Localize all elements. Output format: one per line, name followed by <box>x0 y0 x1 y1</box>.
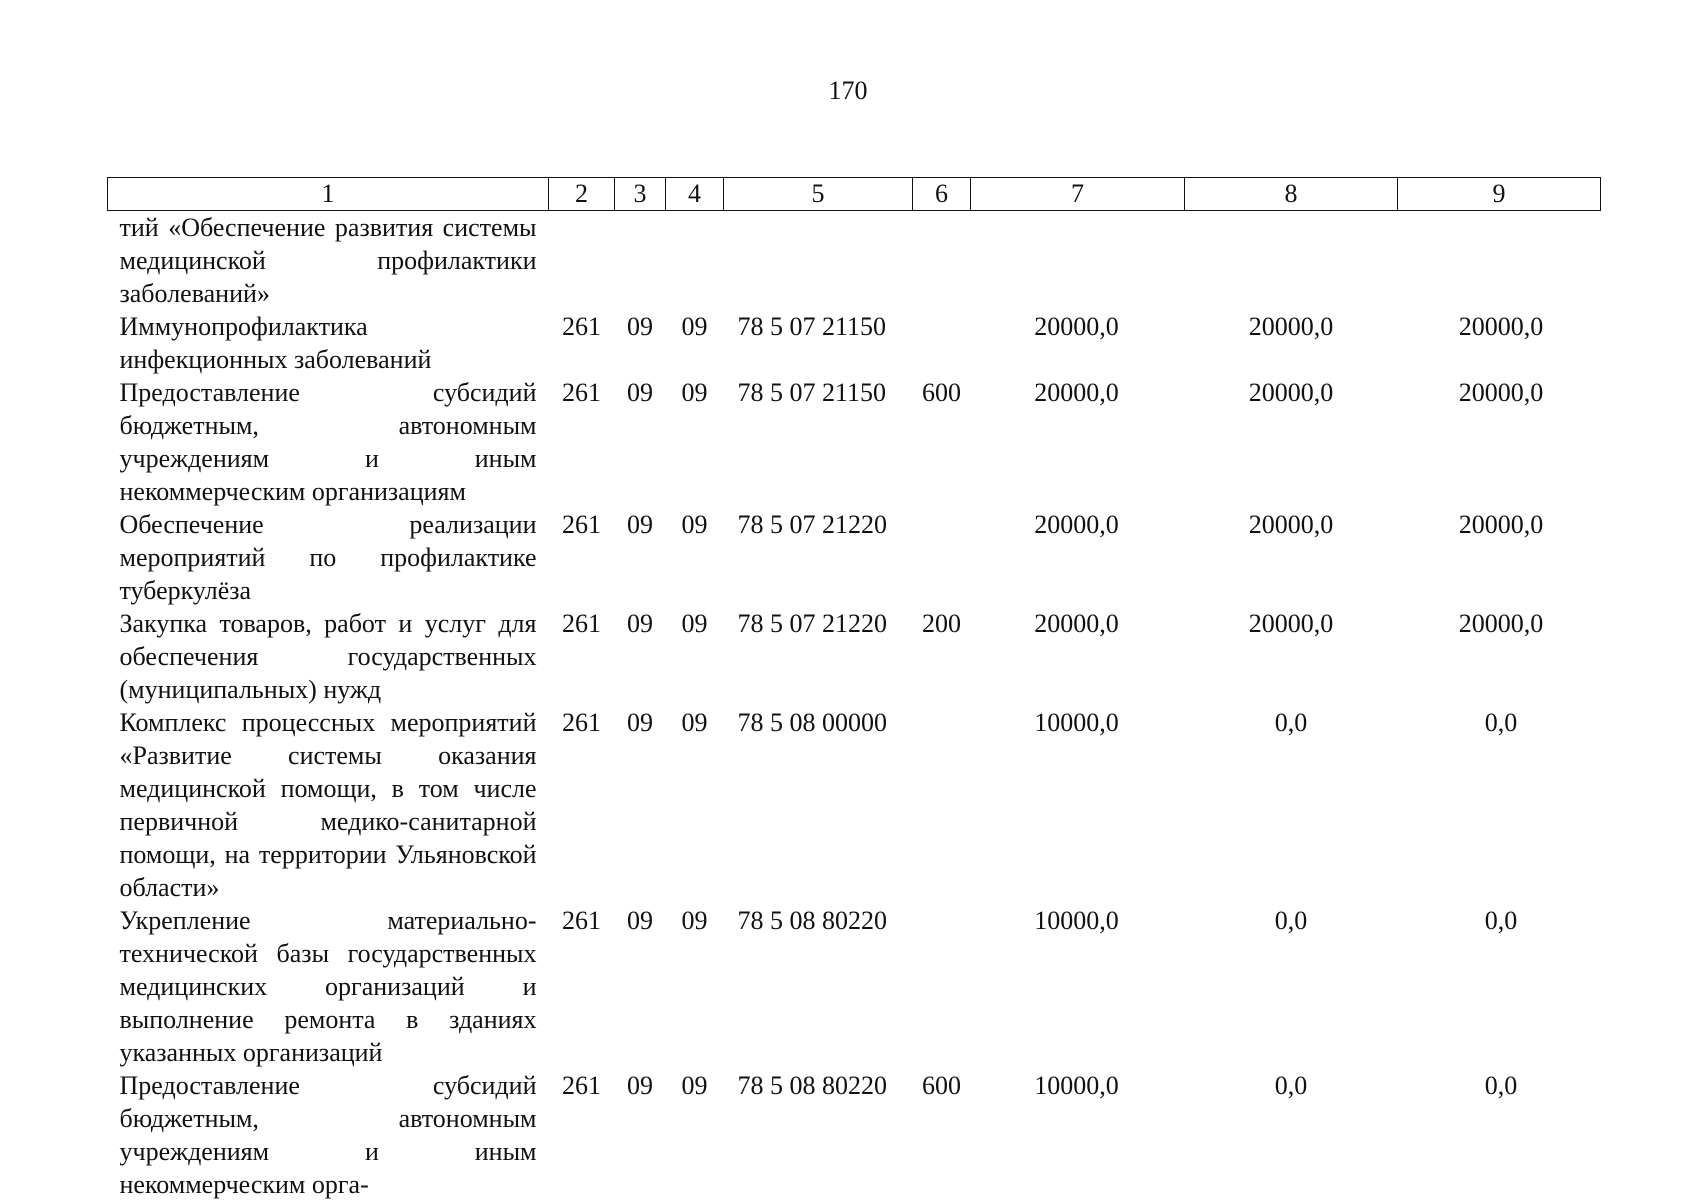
expense-type-code <box>913 508 971 607</box>
column-header: 9 <box>1398 178 1601 211</box>
section-code: 09 <box>627 510 653 539</box>
amount-col7: 20000,0 <box>1034 312 1119 341</box>
table-row <box>108 706 1601 904</box>
table-row <box>108 607 1601 706</box>
ministry-code: 261 <box>562 1071 601 1100</box>
subsection-code: 09 <box>681 906 708 935</box>
target-code: 78 5 07 21220 <box>737 609 887 638</box>
column-header: 4 <box>666 178 724 211</box>
row-name: Предоставление субсидий бюджетным, автономным учреждениям и иным некоммерческим орга- <box>119 1071 537 1199</box>
amount-col9: 20000,0 <box>1458 609 1544 638</box>
section-code: 09 <box>627 708 653 737</box>
subsection-code <box>666 211 724 311</box>
ministry-code: 261 <box>562 708 601 737</box>
table-row <box>108 310 1601 376</box>
table-row <box>108 904 1601 1069</box>
subsection-code: 09 <box>681 1071 708 1100</box>
amount-col7: 10000,0 <box>1034 1071 1119 1100</box>
section-code: 09 <box>627 312 653 341</box>
column-header: 8 <box>1185 178 1398 211</box>
subsection-code: 09 <box>681 708 708 737</box>
amount-col7: 10000,0 <box>1034 708 1119 737</box>
column-header: 6 <box>913 178 971 211</box>
amount-col8: 20000,0 <box>1248 378 1334 407</box>
amount-col7: 20000,0 <box>1034 378 1119 407</box>
amount-col8: 0,0 <box>1274 708 1308 737</box>
target-code: 78 5 08 00000 <box>737 708 887 737</box>
amount-col8: 20000,0 <box>1248 510 1334 539</box>
page-number: 170 <box>828 76 868 105</box>
column-header: 3 <box>615 178 666 211</box>
column-header: 5 <box>724 178 913 211</box>
row-name: Предоставление субсидий бюджетным, автономным учреждениям и иным некоммерческим организациям <box>119 378 537 506</box>
amount-col9: 20000,0 <box>1458 510 1544 539</box>
amount-col9: 0,0 <box>1484 708 1518 737</box>
section-code: 09 <box>627 378 653 407</box>
ministry-code: 261 <box>562 906 601 935</box>
header-row <box>108 178 1601 211</box>
ministry-code: 261 <box>562 609 601 638</box>
table-row <box>108 211 1601 311</box>
section-code: 09 <box>627 1071 653 1100</box>
amount-col8: 20000,0 <box>1248 312 1334 341</box>
target-code: 78 5 07 21220 <box>737 510 887 539</box>
expense-type-code: 200 <box>922 609 961 638</box>
amount-col7 <box>971 211 1185 311</box>
expense-type-code <box>913 904 971 1069</box>
subsection-code: 09 <box>681 312 708 341</box>
amount-col9: 0,0 <box>1484 906 1518 935</box>
subsection-code: 09 <box>681 510 708 539</box>
amount-col9: 0,0 <box>1484 1071 1518 1100</box>
expense-type-code <box>913 211 971 311</box>
row-name: тий «Обеспечение развития системы медицинской профилактики заболеваний» <box>119 213 537 308</box>
table-row <box>108 1069 1601 1201</box>
target-code: 78 5 07 21150 <box>737 312 887 341</box>
target-code: 78 5 08 80220 <box>737 1071 887 1100</box>
subsection-code: 09 <box>681 609 708 638</box>
amount-col8: 0,0 <box>1274 1071 1308 1100</box>
target-code <box>724 211 913 311</box>
expense-type-code <box>913 310 971 376</box>
expense-type-code: 600 <box>922 378 961 407</box>
ministry-code: 261 <box>562 312 601 341</box>
amount-col7: 10000,0 <box>1034 906 1119 935</box>
amount-col9: 20000,0 <box>1458 312 1544 341</box>
row-name: Иммунопрофилактика инфекционных заболеваний <box>119 312 432 374</box>
row-name: Укрепление материально-технической базы государственных медицинских организаций и выполнение ремонта в зданиях указанных организаций <box>119 906 537 1067</box>
ministry-code <box>549 211 615 311</box>
target-code: 78 5 07 21150 <box>737 378 887 407</box>
row-name: Комплекс процессных мероприятий «Развитие системы оказания медицинской помощи, в том числе первичной медико-санитарной помощи, на территории Ульяновской области» <box>119 708 537 902</box>
expense-type-code: 600 <box>922 1071 961 1100</box>
section-code <box>615 211 666 311</box>
amount-col8: 20000,0 <box>1248 609 1334 638</box>
expense-type-code <box>913 706 971 904</box>
amount-col9 <box>1398 211 1601 311</box>
column-header: 1 <box>108 178 549 211</box>
section-code: 09 <box>627 906 653 935</box>
subsection-code: 09 <box>681 378 708 407</box>
table-row <box>108 376 1601 508</box>
column-header: 7 <box>971 178 1185 211</box>
row-name: Закупка товаров, работ и услуг для обеспечения государственных (муниципальных) нужд <box>119 609 537 704</box>
amount-col8: 0,0 <box>1274 906 1308 935</box>
target-code: 78 5 08 80220 <box>737 906 887 935</box>
column-header: 2 <box>549 178 615 211</box>
ministry-code: 261 <box>562 378 601 407</box>
amount-col7: 20000,0 <box>1034 609 1119 638</box>
table-row <box>108 508 1601 607</box>
ministry-code: 261 <box>562 510 601 539</box>
amount-col7: 20000,0 <box>1034 510 1119 539</box>
budget-table <box>107 177 1601 1201</box>
section-code: 09 <box>627 609 653 638</box>
amount-col9: 20000,0 <box>1458 378 1544 407</box>
amount-col8 <box>1185 211 1398 311</box>
row-name: Обеспечение реализации мероприятий по профилактике туберкулёза <box>119 510 537 605</box>
